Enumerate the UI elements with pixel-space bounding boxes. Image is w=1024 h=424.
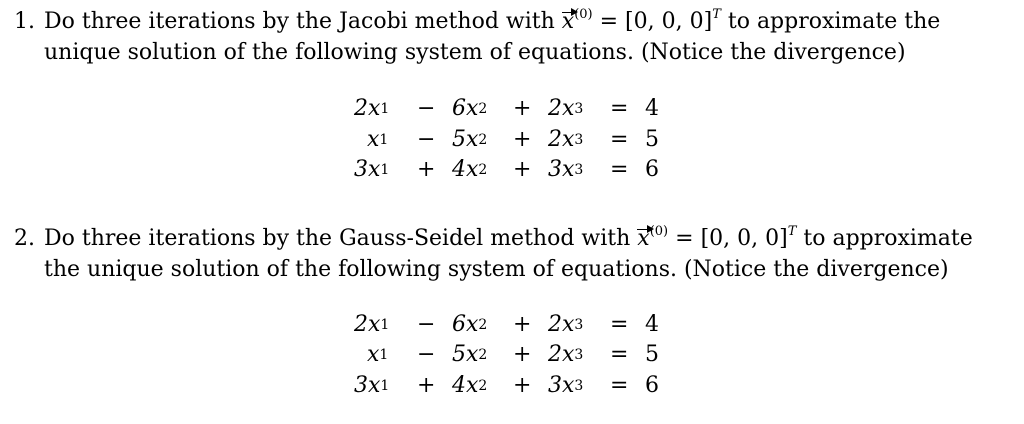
problem-statement-line2: the unique solution of the following system of equations. (Notice the divergence): [44, 257, 949, 282]
initial-vector: x: [637, 226, 650, 251]
problem-statement-line1: Do three iterations by the Jacobi method with $x^{(0)} = [0$, 0, 0]$^T$ to approximate the: [44, 7, 941, 34]
problem-number: 2.: [14, 226, 35, 251]
problem-statement-line1: Do three iterations by the Gauss-Seidel method with $x^{(0)} = [0$, 0, 0]$^T$ to approximate: [44, 224, 973, 251]
problem-statement-line2: unique solution of the following system of equations. (Notice the divergence): [44, 40, 906, 65]
problem-number: 1.: [14, 9, 35, 34]
initial-vector: x: [561, 9, 575, 34]
